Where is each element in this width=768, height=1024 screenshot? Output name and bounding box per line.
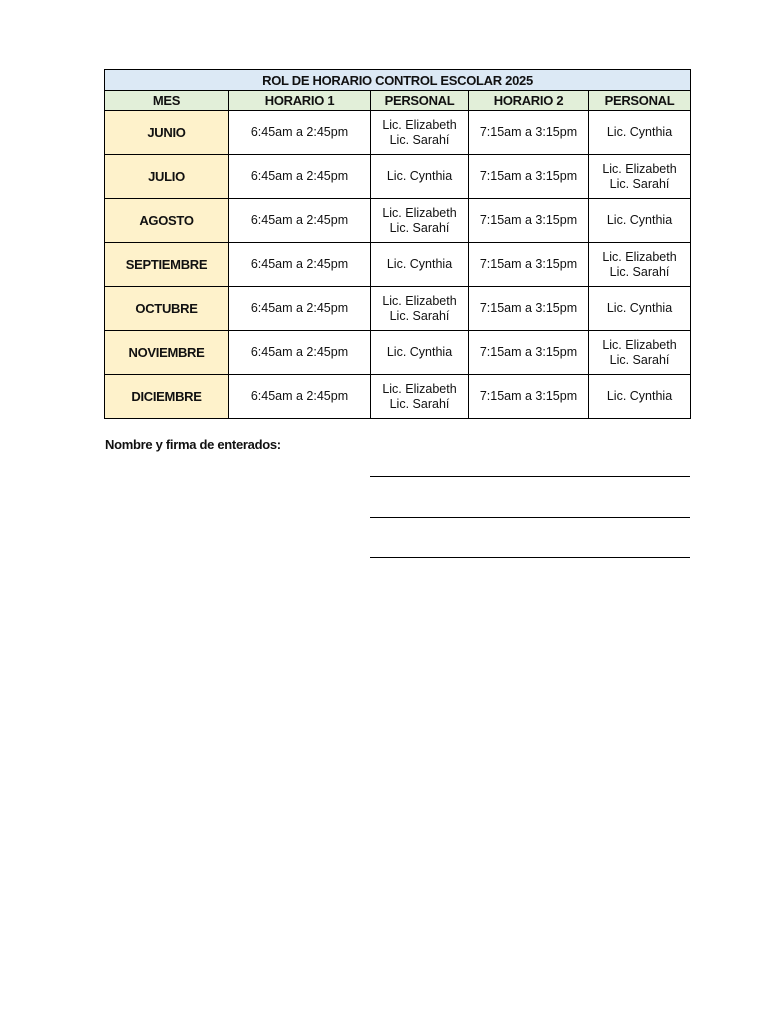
column-header-horario-2: HORARIO 2 [469, 91, 589, 111]
staff-name: Lic. Cynthia [606, 301, 673, 315]
table-row [105, 243, 691, 287]
table-row [105, 155, 691, 199]
staff-name: Lic. Elizabeth [382, 205, 457, 220]
column-header-personal-1: PERSONAL [371, 91, 469, 111]
month-cell: SEPTIEMBRE [105, 243, 229, 287]
staff-name: Lic. Cynthia [386, 345, 453, 359]
horario-2-cell: 7:15am a 3:15pm [469, 199, 589, 243]
horario-1-cell: 6:45am a 2:45pm [229, 331, 371, 375]
table-row [105, 199, 691, 243]
personal-1-cell [371, 375, 469, 419]
signature-line [370, 557, 690, 558]
schedule-table [104, 69, 691, 419]
staff-name: Lic. Elizabeth [602, 249, 677, 264]
horario-1-cell: 6:45am a 2:45pm [229, 155, 371, 199]
month-cell: OCTUBRE [105, 287, 229, 331]
personal-2-cell [589, 155, 691, 199]
horario-2-cell: 7:15am a 3:15pm [469, 243, 589, 287]
staff-name: Lic. Sarahí [389, 396, 450, 411]
staff-name: Lic. Elizabeth [382, 381, 457, 396]
horario-1-cell: 6:45am a 2:45pm [229, 111, 371, 155]
column-header-mes: MES [105, 91, 229, 111]
personal-1-cell [371, 111, 469, 155]
column-header-personal-2: PERSONAL [589, 91, 691, 111]
personal-2-cell [589, 111, 691, 155]
staff-name: Lic. Cynthia [606, 389, 673, 403]
personal-2-cell [589, 331, 691, 375]
personal-1-cell [371, 243, 469, 287]
personal-1-cell [371, 199, 469, 243]
staff-name: Lic. Sarahí [609, 176, 670, 191]
personal-2-cell [589, 199, 691, 243]
staff-name: Lic. Elizabeth [602, 337, 677, 352]
horario-1-cell: 6:45am a 2:45pm [229, 287, 371, 331]
personal-2-cell [589, 287, 691, 331]
month-cell: JUNIO [105, 111, 229, 155]
month-cell: NOVIEMBRE [105, 331, 229, 375]
horario-2-cell: 7:15am a 3:15pm [469, 375, 589, 419]
personal-1-cell [371, 331, 469, 375]
table-row [105, 111, 691, 155]
staff-name: Lic. Elizabeth [382, 293, 457, 308]
table-row [105, 375, 691, 419]
staff-name: Lic. Sarahí [389, 220, 450, 235]
personal-2-cell [589, 375, 691, 419]
horario-1-cell: 6:45am a 2:45pm [229, 243, 371, 287]
column-header-horario-1: HORARIO 1 [229, 91, 371, 111]
table-header-row [105, 91, 691, 111]
table-title-row [105, 70, 691, 91]
staff-name: Lic. Cynthia [606, 213, 673, 227]
table-title: ROL DE HORARIO CONTROL ESCOLAR 2025 [105, 70, 691, 91]
staff-name: Lic. Sarahí [389, 308, 450, 323]
personal-1-cell [371, 287, 469, 331]
signature-label: Nombre y firma de enterados: [105, 437, 281, 452]
staff-name: Lic. Sarahí [389, 132, 450, 147]
horario-2-cell: 7:15am a 3:15pm [469, 111, 589, 155]
horario-2-cell: 7:15am a 3:15pm [469, 155, 589, 199]
table-row [105, 331, 691, 375]
staff-name: Lic. Cynthia [606, 125, 673, 139]
staff-name: Lic. Elizabeth [602, 161, 677, 176]
staff-name: Lic. Cynthia [386, 257, 453, 271]
personal-2-cell [589, 243, 691, 287]
table-row [105, 287, 691, 331]
month-cell: JULIO [105, 155, 229, 199]
staff-name: Lic. Elizabeth [382, 117, 457, 132]
personal-1-cell [371, 155, 469, 199]
signature-line [370, 517, 690, 518]
month-cell: DICIEMBRE [105, 375, 229, 419]
staff-name: Lic. Sarahí [609, 264, 670, 279]
month-cell: AGOSTO [105, 199, 229, 243]
staff-name: Lic. Sarahí [609, 352, 670, 367]
staff-name: Lic. Cynthia [386, 169, 453, 183]
horario-2-cell: 7:15am a 3:15pm [469, 331, 589, 375]
horario-2-cell: 7:15am a 3:15pm [469, 287, 589, 331]
horario-1-cell: 6:45am a 2:45pm [229, 199, 371, 243]
signature-line [370, 476, 690, 477]
horario-1-cell: 6:45am a 2:45pm [229, 375, 371, 419]
